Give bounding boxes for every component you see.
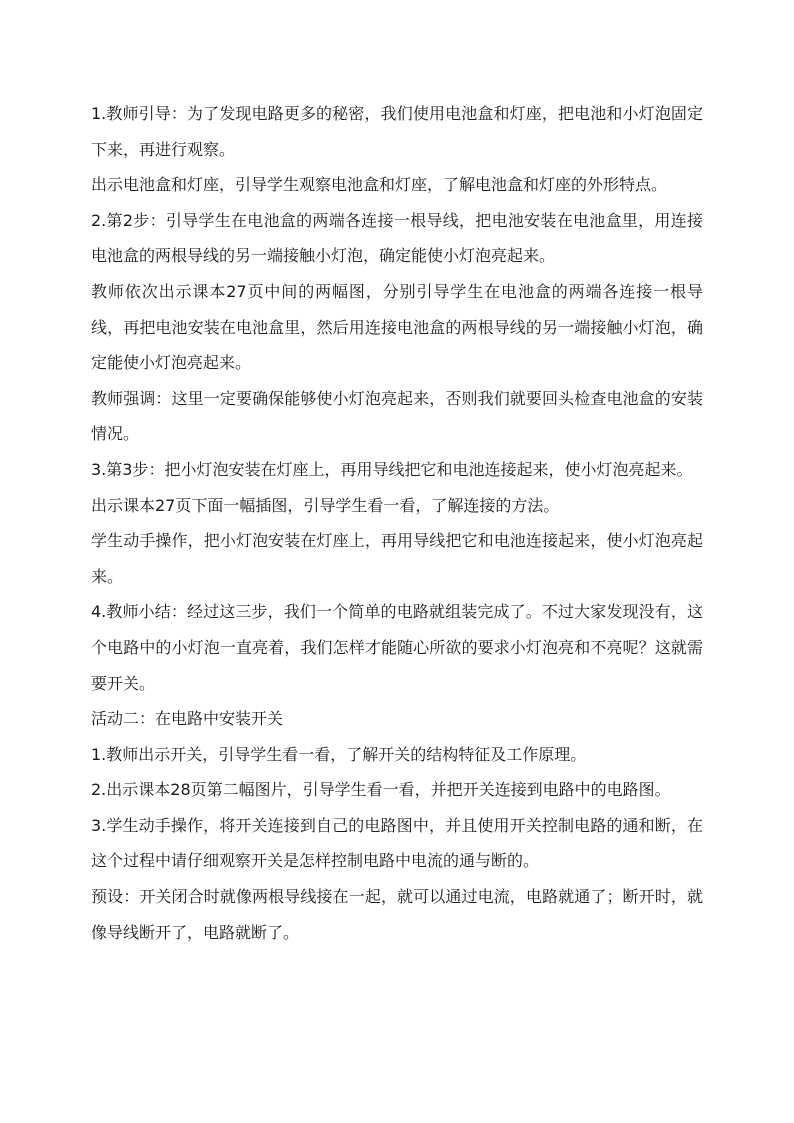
paragraph-student-operation: 学生动手操作，把小灯泡安装在灯座上，再用导线把它和电池连接起来，使小灯泡亮起来。: [91, 531, 703, 586]
paragraph-student-switch-operation: 3.学生动手操作，将开关连接到自己的电路图中，并且使用开关控制电路的通和断，在这个过程中请仔细观察开关是怎样控制电路中电流的通与断的。: [91, 815, 703, 871]
paragraph-show-switch: 1.教师出示开关，引导学生看一看，了解开关的结构特征及工作原理。: [91, 744, 587, 764]
paragraph-prediction: 预设：开关闭合时就像两根导线接在一起，就可以通过电流，电路就通了；断开时，就像导线断开了，电路就断了。: [91, 887, 703, 942]
paragraph-textbook-p27-bottom: 出示课本27页下面一幅插图，引导学生看一看，了解连接的方法。: [91, 495, 560, 515]
section-heading-activity-two: 活动二：在电路中安装开关: [91, 709, 284, 729]
paragraph-step-3: 3.第3步：把小灯泡安装在灯座上，再用导线把它和电池连接起来，使小灯泡亮起来。: [91, 459, 693, 479]
paragraph-teacher-guide: 1.教师引导：为了发现电路更多的秘密，我们使用电池盒和灯座，把电池和小灯泡固定下来，再进行观察。: [91, 104, 703, 159]
paragraph-teacher-emphasis: 教师强调：这里一定要确保能够使小灯泡亮起来，否则我们就要回头检查电池盒的安装情况。: [91, 388, 703, 444]
paragraph-step-2: 2.第2步：引导学生在电池盒的两端各连接一根导线，把电池安装在电池盒里，用连接电池盒的两根导线的另一端接触小灯泡，确定能使小灯泡亮起来。: [91, 210, 703, 266]
paragraph-textbook-p28: 2.出示课本28页第二幅图片，引导学生看一看，并把开关连接到电路中的电路图。: [91, 780, 671, 800]
document-body: [91, 96, 703, 950]
paragraph-show-battery-box: 出示电池盒和灯座，引导学生观察电池盒和灯座，了解电池盒和灯座的外形特点。: [91, 175, 668, 195]
paragraph-teacher-summary: 4.教师小结：经过这三步，我们一个简单的电路就组装完成了。不过大家发现没有，这个电路中的小灯泡一直亮着，我们怎样才能随心所欲的要求小灯泡亮和不亮呢？这就需要开关。: [91, 602, 703, 693]
paragraph-textbook-p27-middle: 教师依次出示课本27页中间的两幅图，分别引导学生在电池盒的两端各连接一根导线，再把电池安装在电池盒里，然后用连接电池盒的两根导线的另一端接触小灯泡，确定能使小灯泡亮起来。: [91, 281, 703, 373]
